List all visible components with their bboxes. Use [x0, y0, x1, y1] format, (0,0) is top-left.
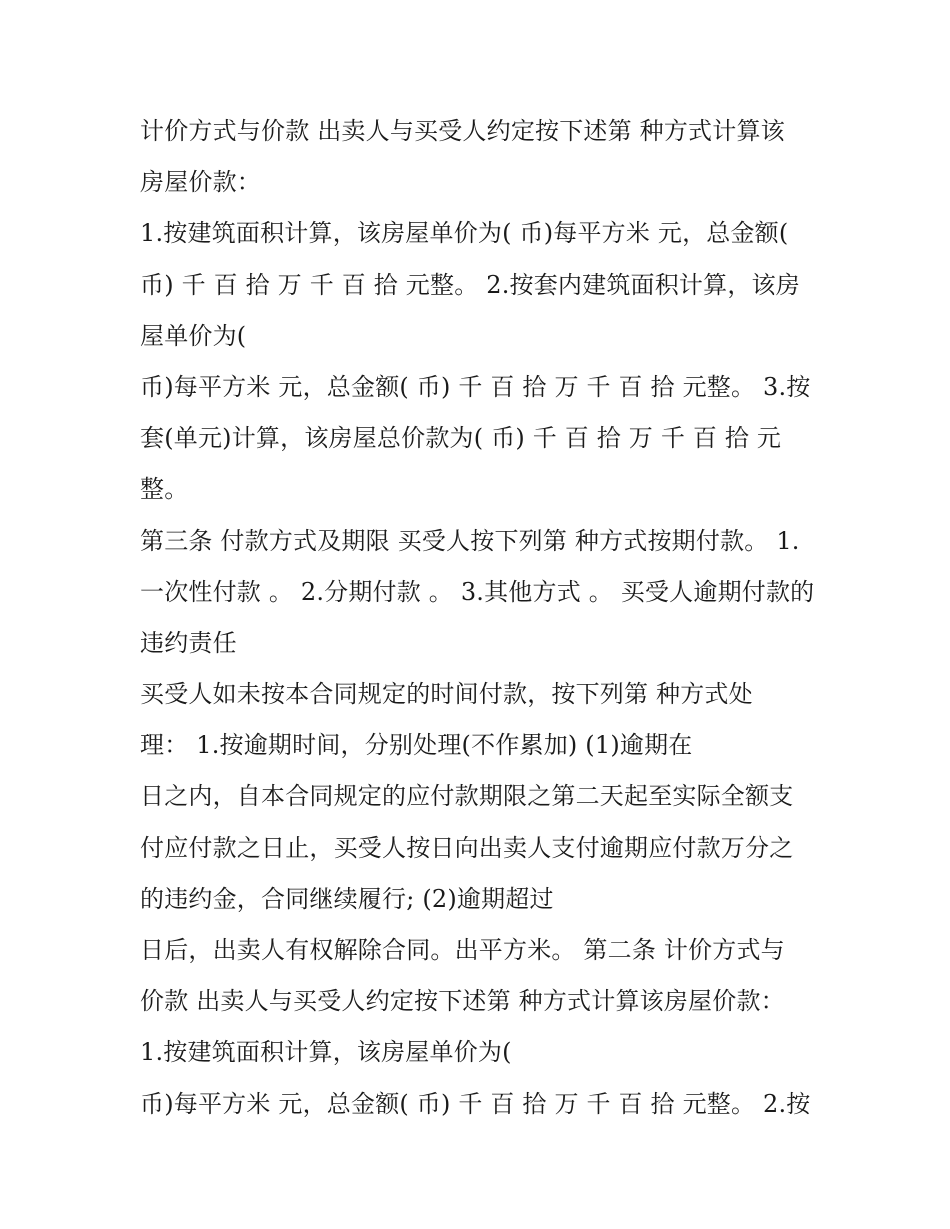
text-line: 的违约金，合同继续履行; (2)逾期超过: [140, 884, 554, 913]
text-line: 整。: [140, 475, 189, 504]
text-line: 1.按建筑面积计算，该房屋单价为(: [140, 1038, 512, 1067]
text-line: 币)每平方米 元，总金额( 币) 千 百 拾 万 千 百 拾 元整。 2.按: [140, 1089, 811, 1118]
text-line: 价款 出卖人与买受人约定按下述第 种方式计算该房屋价款：: [140, 987, 785, 1016]
text-line: 买受人如未按本合同规定的时间付款，按下列第 种方式处: [140, 680, 753, 709]
text-line: 违约责任: [140, 628, 237, 657]
text-line: 套(单元)计算，该房屋总价款为( 币) 千 百 拾 万 千 百 拾 元: [140, 424, 782, 453]
text-line: 计价方式与价款 出卖人与买受人约定按下述第 种方式计算该: [140, 117, 785, 145]
text-line: 日后，出卖人有权解除合同。出平方米。 第二条 计价方式与: [140, 936, 785, 964]
text-line: 付应付款之日止，买受人按日向出卖人支付逾期应付款万分之: [140, 833, 794, 862]
text-line: 币)每平方米 元，总金额( 币) 千 百 拾 万 千 百 拾 元整。 3.按: [140, 372, 811, 401]
text-line: 屋单价为(: [140, 321, 247, 350]
text-line: 1.按建筑面积计算，该房屋单价为( 币)每平方米 元，总金额(: [140, 219, 789, 248]
text-line: 房屋价款：: [140, 168, 261, 197]
text-line: 日之内，自本合同规定的应付款期限之第二天起至实际全额支: [140, 782, 794, 811]
text-line: 理： 1.按逾期时间，分别处理(不作累加) (1)逾期在: [140, 731, 693, 760]
text-line: 一次性付款 。 2.分期付款 。 3.其他方式 。 买受人逾期付款的: [140, 577, 815, 606]
document-body: [140, 106, 840, 1130]
text-line: 第三条 付款方式及期限 买受人按下列第 种方式按期付款。 1.: [140, 526, 800, 555]
text-line: 币) 千 百 拾 万 千 百 拾 元整。 2.按套内建筑面积计算，该房: [140, 270, 800, 299]
